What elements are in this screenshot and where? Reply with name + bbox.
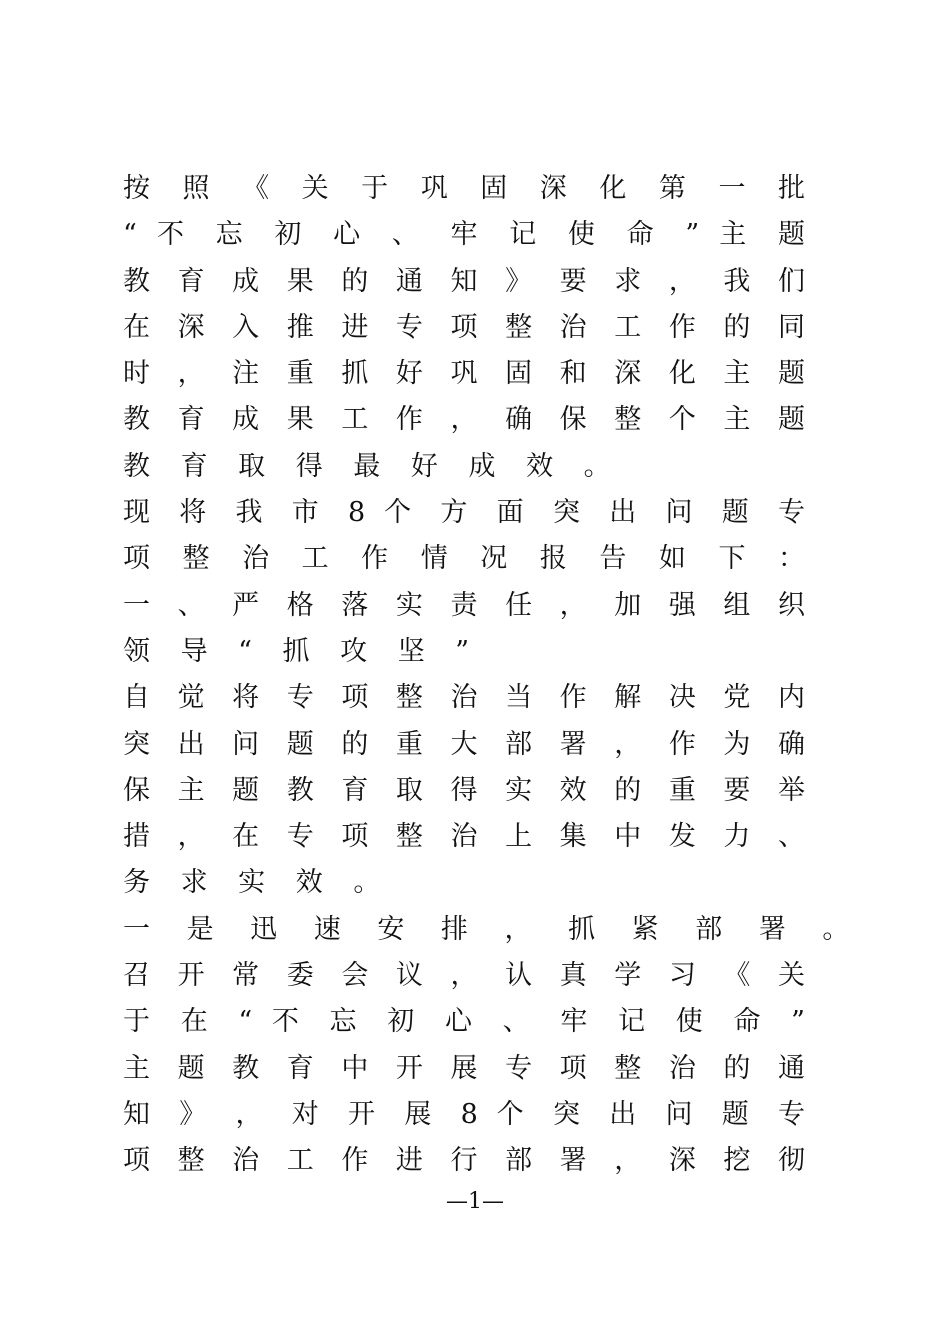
- document-body: [123, 166, 850, 1185]
- text-line: 保 主 题 教 育 取 得 实 效 的 重 要 举: [123, 774, 805, 806]
- text-line: 一 是 迅 速 安 排 ， 抓 紧 部 署 。: [123, 913, 850, 945]
- text-line: 自 觉 将 专 项 整 治 当 作 解 决 党 内: [123, 682, 805, 714]
- text-line: 领 导 “ 抓 攻 坚 ”: [123, 635, 470, 667]
- text-line: 在 深 入 推 进 专 项 整 治 工 作 的 同: [123, 311, 805, 343]
- text-line: 教 育 取 得 最 好 成 效 。: [123, 450, 611, 482]
- text-line: 项 整 治 工 作 进 行 部 署 ， 深 挖 彻: [123, 1145, 805, 1177]
- text-line: 主 题 教 育 中 开 展 专 项 整 治 的 通: [123, 1052, 805, 1084]
- text-line: 知 》 ， 对 开 展 8 个 突 出 问 题 专: [123, 1098, 805, 1130]
- text-line: 措 ， 在 专 项 整 治 上 集 中 发 力 、: [123, 821, 805, 853]
- text-line: 现 将 我 市 8 个 方 面 突 出 问 题 专: [123, 497, 805, 529]
- text-line: 于 在 “ 不 忘 初 心 、 牢 记 使 命 ”: [123, 1006, 805, 1038]
- text-line: 项 整 治 工 作 情 况 报 告 如 下 ：: [123, 543, 805, 575]
- text-line: 务 求 实 效 。: [123, 867, 381, 899]
- text-line: 召 开 常 委 会 议 ， 认 真 学 习 《 关: [123, 960, 805, 992]
- page-number: —1—: [446, 1189, 504, 1214]
- text-line: 时 ， 注 重 抓 好 巩 固 和 深 化 主 题: [123, 358, 805, 390]
- text-line: 教 育 成 果 工 作 ， 确 保 整 个 主 题: [123, 404, 805, 436]
- text-line: 按 照 《 关 于 巩 固 深 化 第 一 批: [123, 173, 805, 204]
- text-line: “ 不 忘 初 心 、 牢 记 使 命 ” 主 题: [123, 219, 805, 251]
- text-line: 突 出 问 题 的 重 大 部 署 ， 作 为 确: [123, 728, 805, 760]
- text-line: 教 育 成 果 的 通 知 》 要 求 ， 我 们: [123, 265, 805, 297]
- text-line: 一 、 严 格 落 实 责 任 ， 加 强 组 织: [123, 589, 805, 621]
